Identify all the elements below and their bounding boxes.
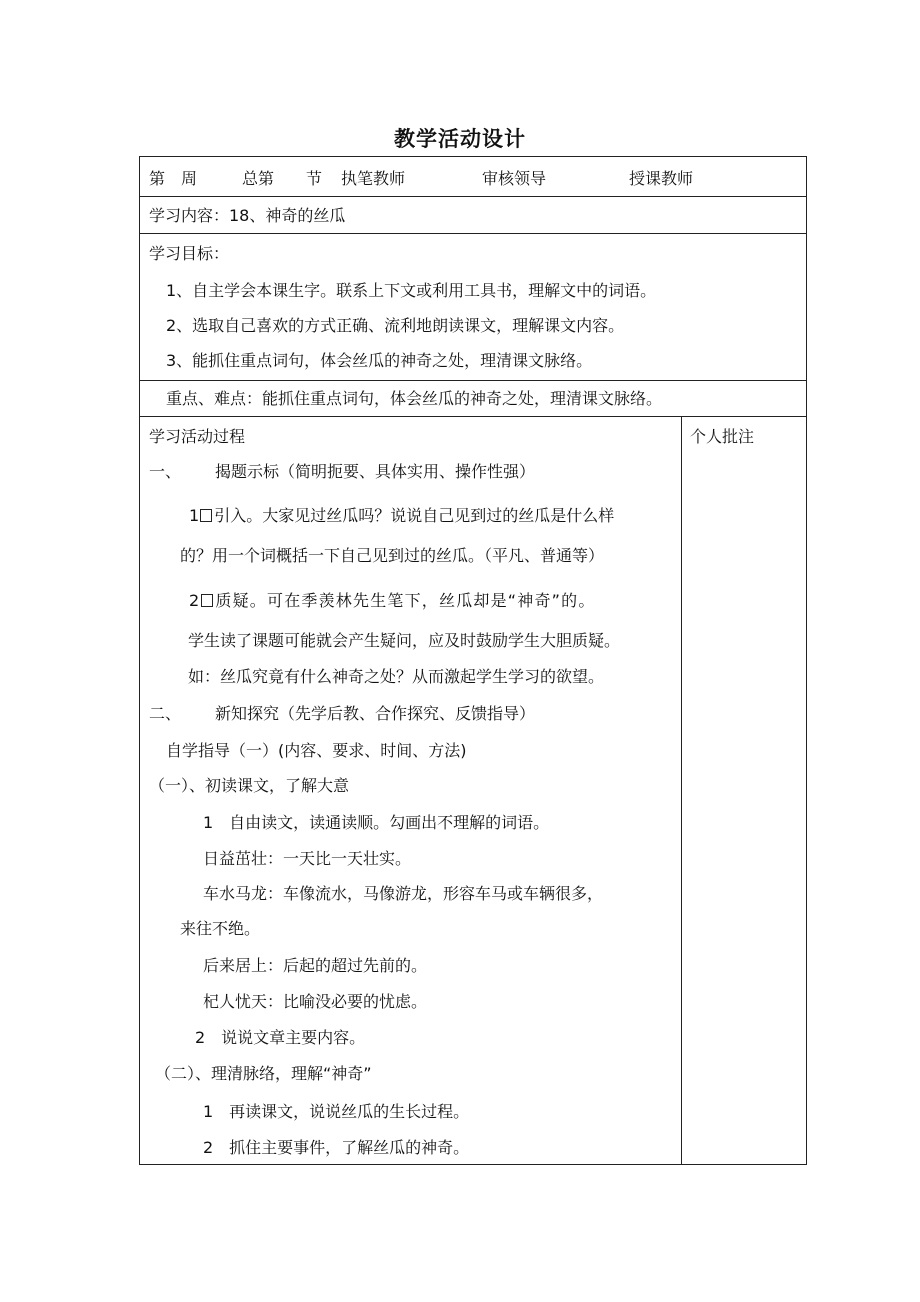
s2-continued: 如：丝瓜究竟有什么神奇之处？从而激起学生学习的欲望。 — [188, 667, 605, 686]
process-title: 学习活动过程 — [149, 427, 246, 446]
key-points: 重点、难点：能抓住重点词句，体会丝瓜的神奇之处，理清课文脉络。 — [166, 389, 663, 408]
row-divider — [139, 380, 807, 381]
step1-title: 揭题示标（简明扼要、具体实用、操作性强） — [215, 462, 536, 481]
goal-item: 2、选取自己喜欢的方式正确、流利地朗读课文，理解课文内容。 — [166, 316, 625, 335]
s1-text: 引入。大家见过丝瓜吗？说说自己见到过的丝瓜是什么样 — [214, 506, 615, 525]
s2-line — [189, 590, 596, 612]
s1-num: 1 — [189, 506, 200, 525]
word-explanation: 后来居上：后起的超过先前的。 — [203, 956, 428, 975]
content-label: 学习内容：18、神奇的丝瓜 — [149, 206, 346, 225]
row-divider — [139, 416, 807, 417]
step1-num: 一、 — [149, 462, 182, 481]
goal-item: 1、自主学会本课生字。联系上下文或利用工具书，理解文中的词语。 — [166, 281, 657, 300]
s1-line — [189, 505, 614, 527]
notes-label: 个人批注 — [690, 427, 755, 446]
word-explanation: 车水马龙：车像流水，马像游龙，形容车马或车辆很多， — [203, 884, 604, 903]
part2-item: 2 抓住主要事件，了解丝瓜的神奇。 — [203, 1138, 470, 1157]
week-cell: 第 周 — [149, 169, 198, 188]
s2-num: 2 — [189, 591, 201, 610]
s1-continued: 的？用一个词概括一下自己见到过的丝瓜。（平凡、普通等） — [180, 546, 605, 565]
step2-num: 二、 — [149, 704, 182, 723]
part1-item: 1 自由读文，读通读顺。勾画出不理解的词语。 — [203, 813, 550, 832]
reviewer-cell: 审核领导 — [482, 169, 547, 188]
part1-heading: （一）、初读课文，了解大意 — [149, 776, 350, 795]
lesson-table — [139, 156, 807, 1165]
s2-text: 质疑。可在季羡林先生笔下，丝瓜却是“神奇”的。 — [215, 591, 596, 610]
writer-cell: 执笔教师 — [341, 169, 406, 188]
word-explanation: 日益茁壮：一天比一天壮实。 — [203, 849, 412, 868]
row-divider — [139, 233, 807, 234]
column-divider — [681, 416, 682, 1165]
word-explanation-continued: 来往不绝。 — [180, 919, 261, 938]
part1-item: 2 说说文章主要内容。 — [195, 1028, 366, 1047]
page-title: 教学活动设计 — [394, 127, 526, 151]
teacher-cell: 授课教师 — [629, 169, 694, 188]
checkbox-icon — [201, 594, 213, 607]
part2-item: 1 再读课文，说说丝瓜的生长过程。 — [203, 1102, 470, 1121]
checkbox-icon — [200, 509, 212, 522]
word-explanation: 杞人忧天：比喻没必要的忧虑。 — [203, 992, 428, 1011]
part2-heading: （二）、理清脉络，理解“神奇” — [155, 1064, 372, 1083]
s2-continued: 学生读了课题可能就会产生疑问，应及时鼓励学生大胆质疑。 — [188, 631, 621, 650]
step2-title: 新知探究（先学后教、合作探究、反馈指导） — [215, 704, 536, 723]
row-divider — [139, 196, 807, 197]
self-study-guide: 自学指导（一）(内容、要求、时间、方法) — [166, 741, 467, 760]
section-cell: 总第 节 — [242, 169, 323, 188]
goal-item: 3、能抓住重点词句，体会丝瓜的神奇之处，理清课文脉络。 — [166, 351, 593, 370]
goals-label: 学习目标： — [149, 244, 230, 263]
